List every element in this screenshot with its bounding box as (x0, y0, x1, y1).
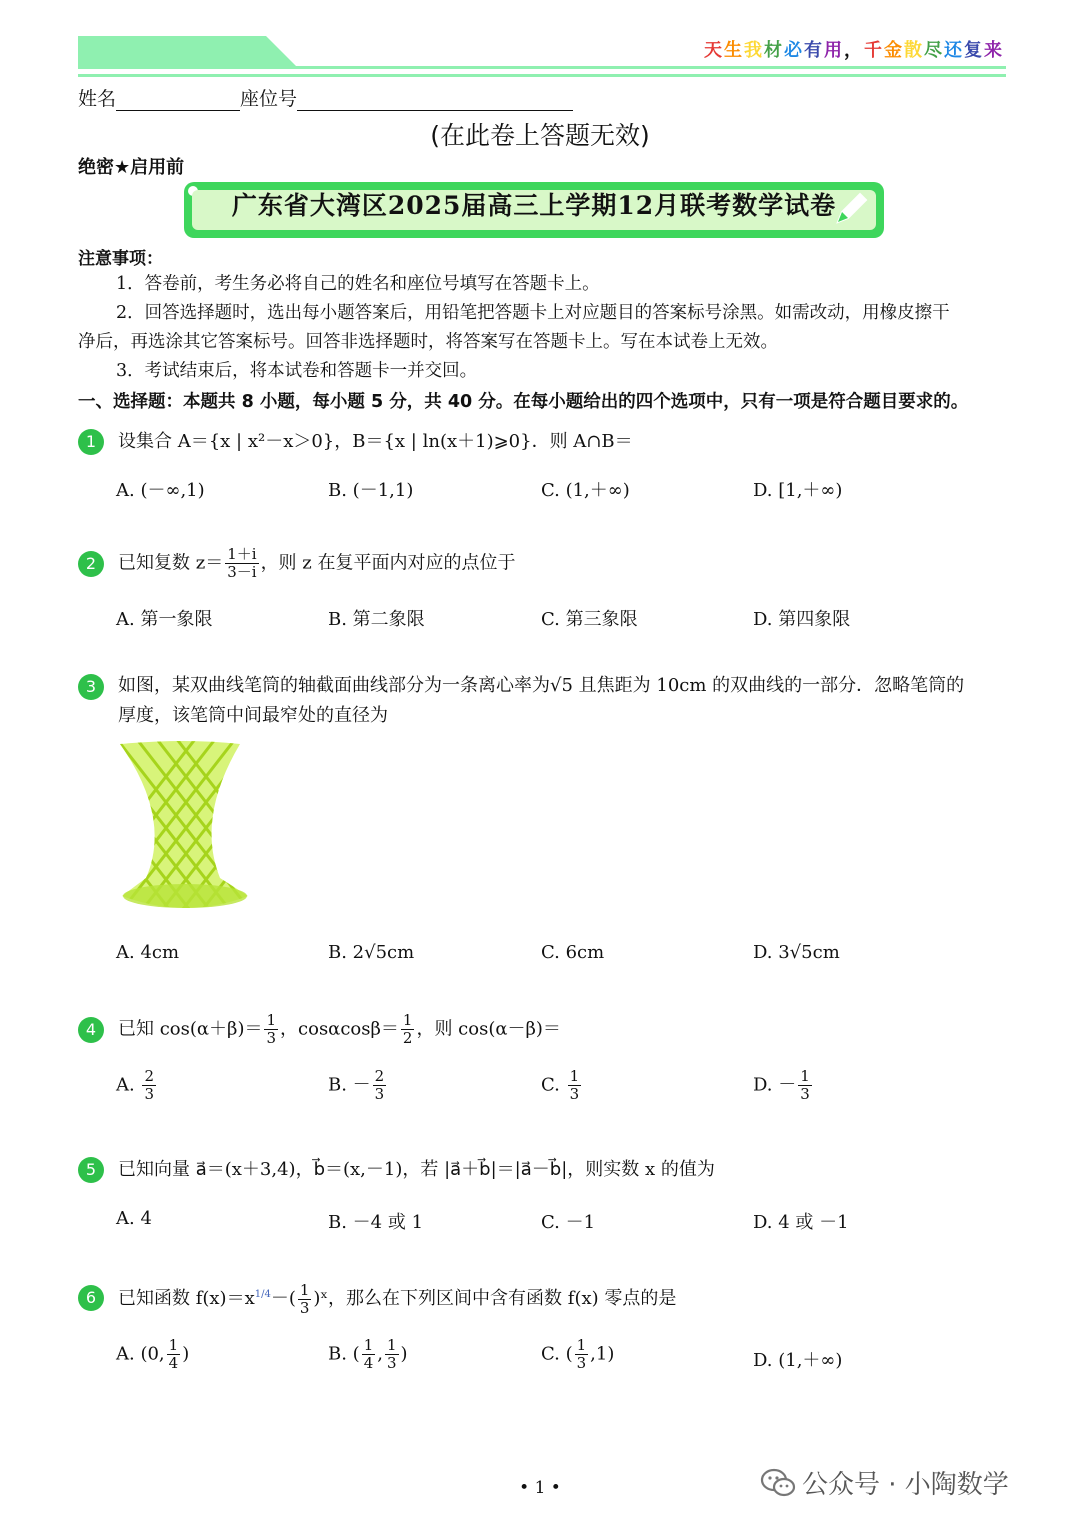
option-c[interactable]: C. －1 (541, 1212, 596, 1233)
seat-label: 座位号 (240, 88, 298, 110)
option-a[interactable]: A. 第一象限 (116, 609, 213, 630)
question-stem: 已知复数 z＝ $\frac{1+i}{3-i}$ ，则 z 在复平面内对应的点位于 (118, 545, 516, 581)
motto-char: 必 (784, 40, 804, 61)
question-stem: 已知 cos(α＋β)＝ $\frac{1}{3}$ ，cosαcosβ＝ $\frac{1}{2}$ ，则 cos(α－β)＝ (118, 1011, 561, 1047)
motto-char: 用 (824, 40, 844, 61)
option-b[interactable]: B. 第二象限 (328, 609, 425, 630)
option-a[interactable]: A. (－∞,1) (116, 480, 205, 501)
notice-item-3: 3．考试结束后，将本试卷和答题卡一并交回。 (116, 361, 478, 381)
option-d[interactable]: D. 第四象限 (753, 609, 851, 630)
option-d[interactable]: D. － $\frac{1}{3}$ (753, 1067, 810, 1103)
question-number: 4 (78, 1017, 104, 1043)
motto-char: ， (844, 40, 864, 61)
question-number: 3 (78, 674, 104, 700)
title-banner (184, 182, 884, 238)
pencil-icon (832, 190, 870, 228)
question-stem: 设集合 A＝{x | x²－x＞0}，B＝{x | ln(x＋1)⩾0}．则 A∩B＝ (118, 431, 633, 452)
secret-label: 绝密★启用前 (78, 157, 185, 178)
option-b[interactable]: B. 2√5cm (328, 942, 415, 963)
option-c[interactable]: C. 第三象限 (541, 609, 638, 630)
option-a[interactable]: A. 4 (116, 1208, 152, 1229)
option-b[interactable]: B. ( $\frac{1}{4}$ , $\frac{1}{3}$ ) (328, 1336, 408, 1372)
option-b[interactable]: B. －4 或 1 (328, 1212, 424, 1233)
question-stem-line1: 如图，某双曲线笔筒的轴截面曲线部分为一条离心率为√5 且焦距为 10cm 的双曲线的一部分．忽略笔筒的 (118, 675, 965, 696)
question-number: 2 (78, 551, 104, 577)
question-stem: 已知函数 $f(x)=x^{1/4}-$( $\frac{1}{3}$ )ˣ，那么在下列区间中含有函数 f(x) 零点的是 (118, 1280, 677, 1317)
header-motto (704, 36, 1004, 62)
exam-title: 广东省大湾区2025届高三上学期12月联考数学试卷 (231, 191, 837, 220)
notice-item-2b: 净后，再选涂其它答案标号。回答非选择题时，将答案写在答题卡上。写在本试卷上无效。 (78, 332, 778, 352)
notice-item-1: 1．答卷前，考生务必将自己的姓名和座位号填写在答题卡上。 (116, 274, 600, 294)
motto-char: 复 (964, 40, 984, 61)
motto-char: 散 (904, 40, 924, 61)
option-c[interactable]: C. ( $\frac{1}{3}$ ,1) (541, 1336, 615, 1372)
motto-char: 我 (744, 40, 764, 61)
question-number: 6 (78, 1285, 104, 1311)
motto-char: 还 (944, 40, 964, 61)
name-label: 姓名 (78, 88, 117, 110)
name-field[interactable] (116, 90, 240, 111)
option-d[interactable]: D. [1,＋∞) (753, 480, 843, 501)
question-number: 1 (78, 429, 104, 455)
question-number: 5 (78, 1157, 104, 1183)
wechat-icon (760, 1468, 796, 1498)
section-heading: 一、选择题：本题共 8 小题，每小题 5 分，共 40 分。在每小题给出的四个选项中，只有一项是符合题目要求的。 (78, 392, 969, 412)
option-d[interactable]: D. 4 或 －1 (753, 1212, 849, 1233)
question-stem: 已知向量 a⃗＝(x＋3,4)，b⃗＝(x,－1)，若 |a⃗＋b⃗|＝|a⃗－b⃗|，则实数 x 的值为 (118, 1159, 715, 1180)
motto-char: 尽 (924, 40, 944, 61)
option-a[interactable]: A. 4cm (116, 942, 180, 963)
motto-char: 生 (724, 40, 744, 61)
hyperboloid-pen-holder-image (116, 738, 256, 920)
option-d[interactable]: D. (1,＋∞) (753, 1350, 843, 1371)
option-c[interactable]: C. (1,＋∞) (541, 480, 630, 501)
motto-char: 天 (704, 40, 724, 61)
watermark (760, 1464, 1009, 1501)
option-d[interactable]: D. 3√5cm (753, 942, 840, 963)
option-c[interactable]: C. $\frac{1}{3}$ (541, 1067, 580, 1103)
option-c[interactable]: C. 6cm (541, 942, 605, 963)
watermark-text: 公众号 · 小陶数学 (802, 1470, 1009, 1500)
option-a[interactable]: A. $\frac{2}{3}$ (116, 1067, 155, 1103)
option-b[interactable]: B. (－1,1) (328, 480, 414, 501)
motto-char: 来 (984, 40, 1004, 61)
option-b[interactable]: B. － $\frac{2}{3}$ (328, 1067, 385, 1103)
motto-char: 材 (764, 40, 784, 61)
motto-char: 金 (884, 40, 904, 61)
question-stem-line2: 厚度，该笔筒中间最窄处的直径为 (118, 705, 388, 726)
notice-item-2a: 2．回答选择题时，选出每小题答案后，用铅笔把答题卡上对应题目的答案标号涂黑。如需改动，用橡皮擦干 (116, 303, 950, 323)
page-number: • 1 • (519, 1478, 561, 1498)
seat-field[interactable] (297, 90, 573, 111)
motto-char: 有 (804, 40, 824, 61)
notice-heading: 注意事项： (78, 249, 163, 269)
motto-char: 千 (864, 40, 884, 61)
invalid-notice: (在此卷上答题无效) (430, 121, 650, 150)
option-a[interactable]: A. (0, $\frac{1}{4}$ ) (116, 1336, 190, 1372)
name-seat-row (78, 84, 573, 111)
